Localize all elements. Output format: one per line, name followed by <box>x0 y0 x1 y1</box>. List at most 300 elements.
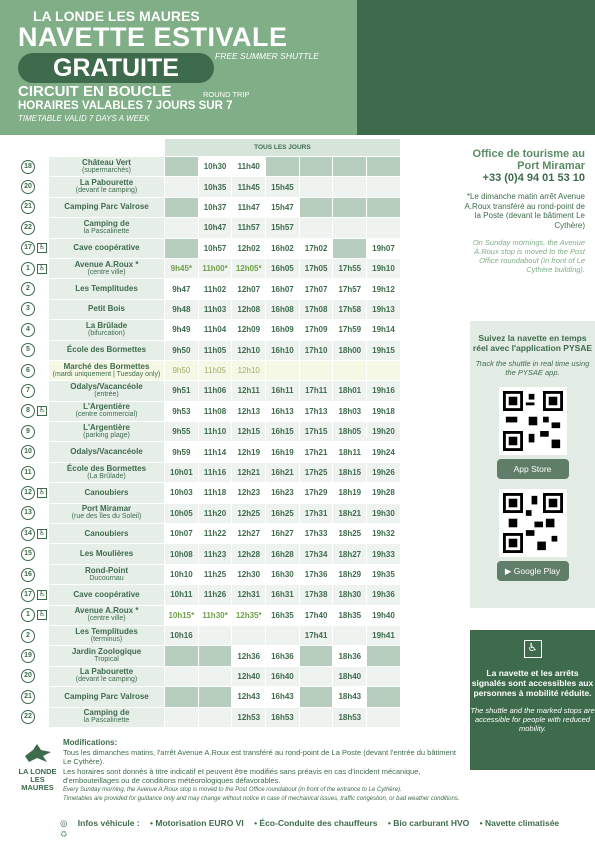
time-cell: 18h05 <box>333 422 367 442</box>
time-cell: 15h57 <box>266 218 300 238</box>
time-cell <box>333 238 367 258</box>
stop-name: École des Bormettes <box>49 340 165 360</box>
time-cell <box>367 666 401 686</box>
stop-number: 9 <box>21 425 35 439</box>
time-cell <box>299 177 333 197</box>
time-cell: 19h41 <box>367 625 401 645</box>
wheelchair-icon: ♿ <box>38 529 46 537</box>
time-cell: 19h40 <box>367 605 401 625</box>
time-cell: 17h25 <box>299 462 333 482</box>
time-cell: 16h25 <box>266 503 300 523</box>
pysae-title: Suivez la navette en temps réel avec l'application PYSAE <box>472 333 593 353</box>
time-cell: 18h53 <box>333 707 367 727</box>
timetable-valid-label: TIMETABLE VALID 7 DAYS A WEEK <box>18 114 150 123</box>
time-cell: 18h01 <box>333 381 367 401</box>
time-cell: 10h05 <box>165 503 199 523</box>
time-cell: 16h15 <box>266 422 300 442</box>
header-dates-panel <box>357 0 595 135</box>
time-cell: 16h30 <box>266 564 300 584</box>
table-row <box>19 157 401 177</box>
time-cell: 9h53 <box>165 401 199 421</box>
time-cell: 17h09 <box>299 320 333 340</box>
recycle-icon: ♻ <box>60 829 68 839</box>
stop-number: 20 <box>21 669 35 683</box>
time-cell: 9h55 <box>165 422 199 442</box>
time-cell: 16h07 <box>266 279 300 299</box>
stop-number: 22 <box>21 710 35 724</box>
pysae-subtitle: Track the shuttle in real time using the PYSAE app. <box>475 359 590 377</box>
stop-name: Odalys/Vacancéole <box>49 442 165 462</box>
vehicle-infos-label: Infos véhicule : <box>77 818 140 828</box>
time-cell <box>198 707 232 727</box>
time-cell: 12h11 <box>232 381 266 401</box>
time-cell: 16h10 <box>266 340 300 360</box>
time-cell: 15h45 <box>266 177 300 197</box>
time-cell: 17h10 <box>299 340 333 360</box>
time-cell: 16h09 <box>266 320 300 340</box>
time-cell: 16h13 <box>266 401 300 421</box>
time-cell: 11h02 <box>198 279 232 299</box>
time-cell: 10h10 <box>165 564 199 584</box>
time-cell: 19h18 <box>367 401 401 421</box>
time-cell: 17h40 <box>299 605 333 625</box>
stop-number: 13 <box>21 506 35 520</box>
modification-1: Tous les dimanches matins, l'arrêt Avenue A.Roux est transféré au rond-point de La Poste (devant l'entrée du bâtiment Le Cythère). <box>63 747 456 766</box>
wheelchair-icon: ♿ <box>38 264 46 272</box>
time-cell <box>266 625 300 645</box>
time-cell <box>232 625 266 645</box>
time-cell: 17h33 <box>299 524 333 544</box>
time-cell: 12h31 <box>232 585 266 605</box>
time-cell: 16h28 <box>266 544 300 564</box>
time-cell: 19h36 <box>367 585 401 605</box>
stop-name: Petit Bois <box>49 299 165 319</box>
time-cell <box>165 707 199 727</box>
stop-number: 15 <box>21 547 35 561</box>
time-cell: 11h03 <box>198 299 232 319</box>
time-cell: 11h45 <box>232 177 266 197</box>
time-cell <box>367 707 401 727</box>
office-title: Office de tourisme au Port Miramar <box>472 148 585 172</box>
info-eco-driving: • Éco-Conduite des chauffeurs <box>254 818 378 828</box>
time-cell: 16h19 <box>266 442 300 462</box>
time-cell: 15h47 <box>266 197 300 217</box>
time-cell <box>367 218 401 238</box>
time-cell: 12h10 <box>232 340 266 360</box>
info-euro6: • Motorisation EURO VI <box>150 818 244 828</box>
time-cell: 12h10 <box>232 360 266 380</box>
time-cell: 11h04 <box>198 320 232 340</box>
time-cell: 18h27 <box>333 544 367 564</box>
table-row <box>19 320 401 340</box>
time-cell: 11h16 <box>198 462 232 482</box>
stop-name: La Pabourette (devant le camping) <box>49 177 165 197</box>
stop-number: 2 <box>21 282 35 296</box>
time-cell <box>165 218 199 238</box>
pysae-panel <box>470 321 595 608</box>
time-cell <box>198 625 232 645</box>
table-row <box>19 666 401 686</box>
time-cell: 19h13 <box>367 299 401 319</box>
time-cell: 12h15 <box>232 422 266 442</box>
time-cell: 19h20 <box>367 422 401 442</box>
time-cell: 17h34 <box>299 544 333 564</box>
time-cell: 12h13 <box>232 401 266 421</box>
time-cell: 16h36 <box>266 646 300 666</box>
time-cell: 12h23 <box>232 483 266 503</box>
time-cell: 12h08 <box>232 299 266 319</box>
time-cell: 10h07 <box>165 524 199 544</box>
time-cell: 11h00* <box>198 258 232 278</box>
stop-number: 11 <box>21 466 35 480</box>
time-cell <box>165 157 199 177</box>
stop-name: L'Argentière (centre commercial) <box>49 401 165 421</box>
stop-name: Avenue A.Roux * (centre ville) <box>49 258 165 278</box>
time-cell: 19h26 <box>367 462 401 482</box>
time-cell <box>299 218 333 238</box>
time-cell: 16h31 <box>266 585 300 605</box>
table-row <box>19 238 401 258</box>
stop-name: Camping Parc Valrose <box>49 197 165 217</box>
stop-name: Cave coopérative <box>49 238 165 258</box>
time-cell: 17h59 <box>333 320 367 340</box>
time-cell: 16h08 <box>266 299 300 319</box>
time-cell: 17h21 <box>299 442 333 462</box>
modification-en-2: Timetables are provided for guidance only and may change without notice in case of mechanical issues, traffic congestion, or bad weather conditions. <box>63 796 460 802</box>
modification-en-1: Every Sunday morning, the Avenue A.Roux stop is moved to the Post Office roundabout (in front of the entrance to Le Cythère). <box>63 786 402 793</box>
stop-name: Port Miramar (rue des îles du Soleil) <box>49 503 165 523</box>
table-row <box>19 625 401 645</box>
info-air-con: • Navette climatisée <box>479 818 560 828</box>
time-cell: 19h30 <box>367 503 401 523</box>
sunday-note-fr: *Le dimanche matin arrêt Avenue A.Roux transféré au rond-point de la Poste (devant le bâtiment Le Cythère) <box>464 192 585 230</box>
stop-name: Avenue A.Roux * (centre ville) <box>49 605 165 625</box>
stop-number: 16 <box>21 568 35 582</box>
stop-name: Camping Parc Valrose <box>49 687 165 707</box>
table-row <box>19 381 401 401</box>
time-cell: 18h36 <box>333 646 367 666</box>
stop-number: 5 <box>21 343 35 357</box>
time-cell: 17h31 <box>299 503 333 523</box>
table-row <box>19 564 401 584</box>
stop-name: Marché des Bormettes (mardi uniquement | Tuesday only) <box>49 360 165 380</box>
app-store-button[interactable]: App Store <box>497 459 569 479</box>
time-cell: 16h35 <box>266 605 300 625</box>
stop-number: 3 <box>21 302 35 316</box>
time-cell: 10h01 <box>165 462 199 482</box>
time-cell: 12h53 <box>232 707 266 727</box>
stop-number: 12 <box>21 486 35 500</box>
time-cell: 12h30 <box>232 564 266 584</box>
time-cell <box>333 177 367 197</box>
bus-icon: ◎ <box>60 818 68 828</box>
time-cell <box>165 646 199 666</box>
table-row <box>19 462 401 482</box>
stop-name: Rond-Point Ducournau <box>49 564 165 584</box>
time-cell: 12h07 <box>232 279 266 299</box>
modifications <box>63 738 463 805</box>
table-row <box>19 524 401 544</box>
time-cell: 19h35 <box>367 564 401 584</box>
time-cell: 9h47 <box>165 279 199 299</box>
time-cell: 9h59 <box>165 442 199 462</box>
wheelchair-icon: ♿ <box>38 407 46 415</box>
time-cell: 11h18 <box>198 483 232 503</box>
time-cell: 18h40 <box>333 666 367 686</box>
time-cell: 17h11 <box>299 381 333 401</box>
wheelchair-icon: ♿ <box>38 611 46 619</box>
time-cell: 17h05 <box>299 258 333 278</box>
time-cell: 9h50 <box>165 340 199 360</box>
qr-code-app-store[interactable] <box>499 387 567 455</box>
google-play-button[interactable]: ▶ Google Play <box>497 561 569 581</box>
time-cell: 10h16 <box>165 625 199 645</box>
time-cell: 19h07 <box>367 238 401 258</box>
time-cell: 12h05* <box>232 258 266 278</box>
time-cell: 12h35* <box>232 605 266 625</box>
time-cell: 19h10 <box>367 258 401 278</box>
table-row <box>19 483 401 503</box>
office-phone[interactable]: +33 (0)4 94 01 53 10 <box>482 172 585 184</box>
time-cell: 19h28 <box>367 483 401 503</box>
time-cell: 19h32 <box>367 524 401 544</box>
time-cell <box>266 360 300 380</box>
time-cell: 11h26 <box>198 585 232 605</box>
time-cell <box>367 157 401 177</box>
qr-google-play-icon <box>503 493 563 553</box>
time-cell <box>299 666 333 686</box>
time-cell <box>299 707 333 727</box>
time-cell: 16h23 <box>266 483 300 503</box>
time-cell: 12h02 <box>232 238 266 258</box>
wheelchair-icon: ♿ <box>38 488 46 496</box>
circuit-label: CIRCUIT EN BOUCLE <box>18 83 172 100</box>
time-cell: 11h08 <box>198 401 232 421</box>
time-cell: 11h05 <box>198 340 232 360</box>
table-row <box>19 258 401 278</box>
time-cell: 10h03 <box>165 483 199 503</box>
time-cell: 16h21 <box>266 462 300 482</box>
time-cell: 17h55 <box>333 258 367 278</box>
time-cell: 18h03 <box>333 401 367 421</box>
table-row <box>19 585 401 605</box>
time-cell <box>165 687 199 707</box>
time-cell: 11h30* <box>198 605 232 625</box>
time-cell: 18h29 <box>333 564 367 584</box>
vehicle-infos <box>60 818 580 840</box>
town-name: LA LONDE LES MAURES <box>33 8 200 24</box>
town-logo <box>15 740 60 792</box>
table-row <box>19 687 401 707</box>
table-row <box>19 401 401 421</box>
time-cell: 16h02 <box>266 238 300 258</box>
time-cell: 17h36 <box>299 564 333 584</box>
time-cell: 10h08 <box>165 544 199 564</box>
time-cell <box>367 197 401 217</box>
horaires-label: HORAIRES VALABLES 7 JOURS SUR 7 <box>18 100 233 112</box>
page-title: NAVETTE ESTIVALE <box>18 22 288 52</box>
time-cell: 12h28 <box>232 544 266 564</box>
stop-number: 21 <box>21 200 35 214</box>
stop-number: 1 <box>21 608 35 622</box>
time-cell: 11h25 <box>198 564 232 584</box>
table-row <box>19 360 401 380</box>
wheelchair-icon: ♿ <box>38 590 46 598</box>
table-row <box>19 279 401 299</box>
stop-name: École des Bormettes (La Brûlade) <box>49 462 165 482</box>
play-icon: ▶ <box>504 566 512 576</box>
time-cell: 16h53 <box>266 707 300 727</box>
time-cell: 19h33 <box>367 544 401 564</box>
time-cell: 10h35 <box>198 177 232 197</box>
table-row <box>19 646 401 666</box>
table-row <box>19 218 401 238</box>
time-cell: 17h02 <box>299 238 333 258</box>
time-cell: 19h12 <box>367 279 401 299</box>
time-cell <box>333 157 367 177</box>
time-cell: 11h40 <box>232 157 266 177</box>
time-cell: 17h57 <box>333 279 367 299</box>
time-cell <box>165 238 199 258</box>
time-cell: 19h24 <box>367 442 401 462</box>
time-cell: 17h41 <box>299 625 333 645</box>
office-info <box>460 148 585 274</box>
modifications-title: Modifications: <box>63 738 118 747</box>
table-row <box>19 503 401 523</box>
time-cell <box>266 157 300 177</box>
time-cell: 9h51 <box>165 381 199 401</box>
accessibility-text-fr: La navette et les arrêts signalés sont accessibles aux personnes à mobilité réduite. <box>471 668 594 698</box>
stop-name: Les Templitudes (terminus) <box>49 625 165 645</box>
time-cell: 16h27 <box>266 524 300 544</box>
time-cell: 12h09 <box>232 320 266 340</box>
time-cell: 12h43 <box>232 687 266 707</box>
logo-text: LA LONDE LES MAURES <box>18 767 57 792</box>
qr-code-google-play[interactable] <box>499 489 567 557</box>
stop-name: Château Vert (supermarchés) <box>49 157 165 177</box>
time-cell <box>333 197 367 217</box>
table-row <box>19 340 401 360</box>
time-cell: 18h25 <box>333 524 367 544</box>
time-cell <box>333 625 367 645</box>
stop-name: Canoubiers <box>49 524 165 544</box>
stop-number: 18 <box>21 160 35 174</box>
stop-name: Jardin Zoologique Tropical <box>49 646 165 666</box>
time-cell: 17h58 <box>333 299 367 319</box>
table-row <box>19 197 401 217</box>
time-cell: 12h19 <box>232 442 266 462</box>
timetable-header: TOUS LES JOURS <box>165 139 401 157</box>
time-cell: 12h25 <box>232 503 266 523</box>
time-cell: 11h57 <box>232 218 266 238</box>
logo-icon <box>23 742 53 764</box>
time-cell: 10h47 <box>198 218 232 238</box>
time-cell <box>299 197 333 217</box>
stop-number: 17 <box>21 241 35 255</box>
time-cell: 18h11 <box>333 442 367 462</box>
time-cell: 17h13 <box>299 401 333 421</box>
stop-number: 14 <box>21 527 35 541</box>
stop-number: 8 <box>21 404 35 418</box>
stop-number: 6 <box>21 364 35 378</box>
qr-app-store-icon <box>503 391 563 451</box>
time-cell: 11h20 <box>198 503 232 523</box>
stop-number: 4 <box>21 323 35 337</box>
stop-number: 21 <box>21 690 35 704</box>
time-cell: 17h08 <box>299 299 333 319</box>
time-cell: 12h36 <box>232 646 266 666</box>
time-cell <box>198 646 232 666</box>
time-cell <box>299 687 333 707</box>
time-cell <box>299 157 333 177</box>
stop-number: 17 <box>21 588 35 602</box>
time-cell <box>165 177 199 197</box>
time-cell: 18h35 <box>333 605 367 625</box>
time-cell: 18h15 <box>333 462 367 482</box>
time-cell: 18h00 <box>333 340 367 360</box>
time-cell: 9h50 <box>165 360 199 380</box>
time-cell: 12h40 <box>232 666 266 686</box>
time-cell: 17h29 <box>299 483 333 503</box>
stop-name: Les Templitudes <box>49 279 165 299</box>
stop-name: Odalys/Vacancéole (entrée) <box>49 381 165 401</box>
table-row <box>19 299 401 319</box>
stop-number: 22 <box>21 221 35 235</box>
time-cell: 11h06 <box>198 381 232 401</box>
time-cell <box>367 360 401 380</box>
time-cell: 11h05 <box>198 360 232 380</box>
accessibility-panel <box>470 630 595 770</box>
stop-name: Cave coopérative <box>49 585 165 605</box>
modification-2: Les horaires sont donnés à titre indicatif et peuvent être modifiés sans préavis en cas d'incident mécanique, d'embouteillages ou de conditions météorologiques défavorables. <box>63 766 421 785</box>
time-cell: 19h14 <box>367 320 401 340</box>
time-cell: 11h22 <box>198 524 232 544</box>
time-cell: 10h30 <box>198 157 232 177</box>
gratuite-pill: GRATUITE <box>18 53 214 83</box>
time-cell: 18h43 <box>333 687 367 707</box>
time-cell: 16h05 <box>266 258 300 278</box>
time-cell: 11h23 <box>198 544 232 564</box>
time-cell <box>299 360 333 380</box>
time-cell <box>367 687 401 707</box>
stop-name: Camping de la Pascalinette <box>49 707 165 727</box>
stop-name: La Pabourette (devant le camping) <box>49 666 165 686</box>
sunday-note-en: On Sunday mornings, the Avenue A.Roux stop is moved to the Post Office roundabout (in front of Le Cythère building). <box>472 238 585 274</box>
header-left-panel <box>0 0 357 135</box>
time-cell <box>165 197 199 217</box>
time-cell: 12h27 <box>232 524 266 544</box>
time-cell <box>367 646 401 666</box>
wheelchair-icon: ♿ <box>524 640 542 658</box>
stop-number: 2 <box>21 629 35 643</box>
stop-number: 7 <box>21 384 35 398</box>
time-cell: 9h48 <box>165 299 199 319</box>
stop-name: L'Argentière (parking plage) <box>49 422 165 442</box>
table-row <box>19 707 401 727</box>
time-cell: 16h11 <box>266 381 300 401</box>
time-cell: 18h19 <box>333 483 367 503</box>
time-cell: 9h45* <box>165 258 199 278</box>
time-cell: 17h15 <box>299 422 333 442</box>
info-hvo: • Bio carburant HVO <box>387 818 470 828</box>
time-cell: 19h16 <box>367 381 401 401</box>
time-cell <box>165 666 199 686</box>
time-cell: 11h14 <box>198 442 232 462</box>
stop-number: 10 <box>21 445 35 459</box>
time-cell: 19h15 <box>367 340 401 360</box>
time-cell: 9h49 <box>165 320 199 340</box>
table-row <box>19 605 401 625</box>
